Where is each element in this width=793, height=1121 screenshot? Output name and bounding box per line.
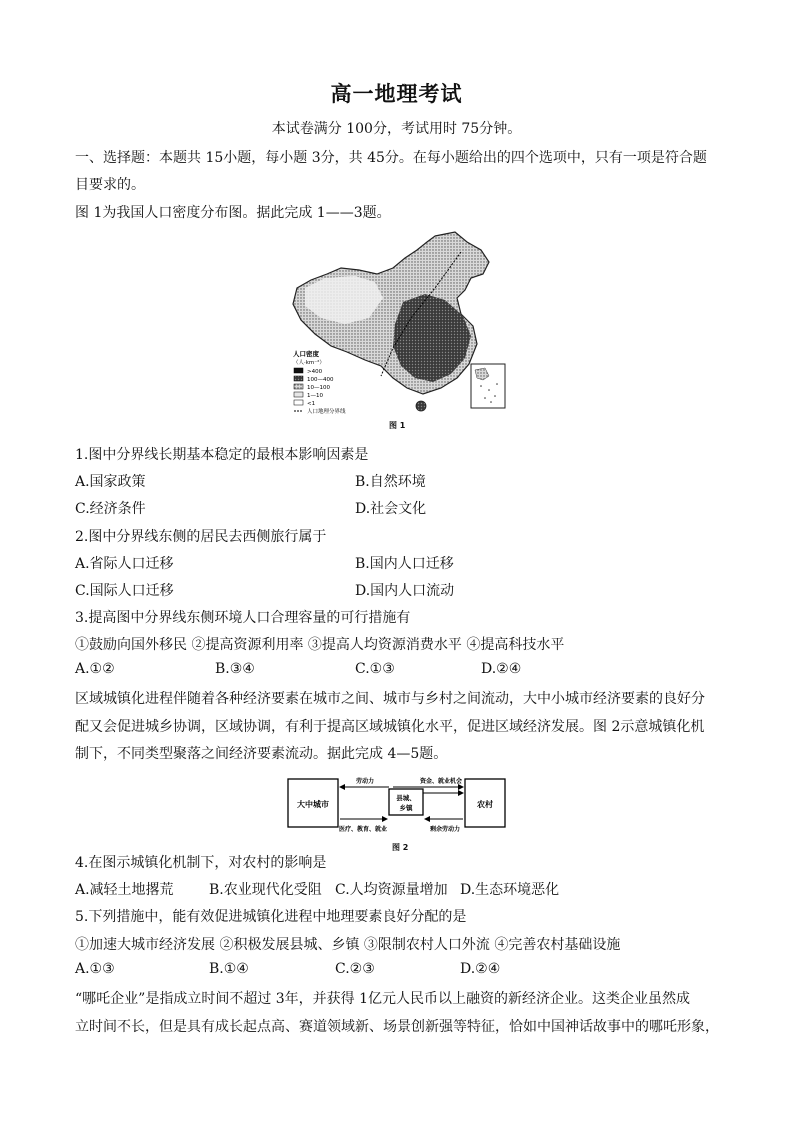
q5-option-a: A.①③ bbox=[75, 961, 115, 977]
q5-option-c: C.②③ bbox=[335, 961, 375, 977]
countryside-label: 农村 bbox=[477, 800, 493, 809]
q5-stem: 5.下列措施中，能有效促进城镇化进程中地理要素良好分配的是 bbox=[75, 909, 467, 925]
q1-option-c: C.经济条件 bbox=[75, 501, 146, 517]
passage2-line1: 区域城镇化进程伴随着各种经济要素在城市之间、城市与乡村之间流动，大中小城市经济要素的良好分 bbox=[75, 691, 705, 707]
flow-capital-label: 资金、就业机会 bbox=[419, 778, 463, 785]
q1-stem: 1.图中分界线长期基本稳定的最根本影响因素是 bbox=[75, 447, 369, 463]
legend-unit: （人·km⁻²） bbox=[293, 360, 325, 366]
q4-option-c: C.人均资源量增加 bbox=[335, 882, 448, 898]
q3-items: ①鼓励向国外移民 ②提高资源利用率 ③提高人均资源消费水平 ④提高科技水平 bbox=[75, 637, 565, 653]
q5-option-b: B.①④ bbox=[209, 961, 249, 977]
q4-stem: 4.在图示城镇化机制下，对农村的影响是 bbox=[75, 855, 327, 871]
hainan-island bbox=[416, 401, 426, 411]
q3-option-b: B.③④ bbox=[215, 661, 255, 677]
legend-item-line: 人口地理分界线 bbox=[307, 409, 346, 415]
legend-item-3: 10—100 bbox=[307, 385, 330, 391]
figure2-caption: 图 2 bbox=[392, 843, 409, 852]
q5-items: ①加速大城市经济发展 ②积极发展县城、乡镇 ③限制农村人口外流 ④完善农村基础设施 bbox=[75, 937, 621, 953]
q4-option-b: B.农业现代化受阻 bbox=[209, 882, 322, 898]
figure1-intro: 图 1为我国人口密度分布图。据此完成 1——3题。 bbox=[75, 205, 391, 221]
legend-item-2: 100—400 bbox=[307, 377, 334, 383]
q3-option-c: C.①③ bbox=[355, 661, 395, 677]
urbanization-flow-diagram bbox=[285, 773, 507, 839]
q1-option-b: B.自然环境 bbox=[355, 474, 426, 490]
q4-option-a: A.减轻土地撂荒 bbox=[75, 882, 174, 898]
q2-option-d: D.国内人口流动 bbox=[355, 583, 455, 599]
flow-labor-label: 劳动力 bbox=[355, 778, 375, 785]
passage3-line1: “哪吒企业”是指成立时间不超过 3年，并获得 1亿元人民币以上融资的新经济企业。这类企业虽然成 bbox=[75, 991, 691, 1007]
exam-title: 高一地理考试 bbox=[330, 82, 463, 106]
q2-stem: 2.图中分界线东侧的居民去西侧旅行属于 bbox=[75, 529, 327, 545]
q4-option-d: D.生态环境恶化 bbox=[460, 882, 560, 898]
figure1-caption: 图 1 bbox=[389, 421, 406, 430]
section-instructions-line2: 目要求的。 bbox=[75, 177, 145, 193]
q2-option-b: B.国内人口迁移 bbox=[355, 556, 454, 572]
q2-option-c: C.国际人口迁移 bbox=[75, 583, 174, 599]
q1-option-d: D.社会文化 bbox=[355, 501, 427, 517]
county-town-label-line1: 县城、 bbox=[396, 794, 416, 802]
passage2-line3: 制下，不同类型聚落之间经济要素流动。据此完成 4—5题。 bbox=[75, 746, 448, 762]
legend-title: 人口密度 bbox=[293, 350, 319, 358]
q2-option-a: A.省际人口迁移 bbox=[75, 556, 174, 572]
q3-option-d: D.②④ bbox=[481, 661, 522, 677]
q5-option-d: D.②④ bbox=[460, 961, 501, 977]
q3-option-a: A.①② bbox=[75, 661, 115, 677]
passage2-line2: 配又会促进城乡协调，区域协调，有利于提高区域城镇化水平，促进区域经济发展。图 2示意城镇化机 bbox=[75, 719, 705, 735]
exam-subtitle: 本试卷满分 100分，考试用时 75分钟。 bbox=[271, 121, 522, 137]
q3-stem: 3.提高图中分界线东侧环境人口合理容量的可行措施有 bbox=[75, 610, 411, 626]
section-instructions-line1: 一、选择题：本题共 15小题，每小题 3分，共 45分。在每小题给出的四个选项中，只有一项是符合题 bbox=[75, 150, 707, 166]
county-town-label-line2: 乡镇 bbox=[399, 804, 413, 812]
flow-services-label: 医疗、教育、就业 bbox=[338, 826, 388, 833]
population-density-map bbox=[285, 228, 515, 420]
passage3-line2: 立时间不长，但是具有成长起点高、赛道领域新、场景创新强等特征，恰如中国神话故事中的哪吒形象， bbox=[75, 1019, 719, 1035]
legend-item-1: >400 bbox=[307, 369, 323, 375]
big-city-label: 大中城市 bbox=[297, 800, 329, 809]
legend-item-4: 1—10 bbox=[307, 393, 323, 399]
flow-surplus-labor-label: 剩余劳动力 bbox=[429, 826, 461, 833]
map-legend bbox=[293, 349, 346, 415]
q1-option-a: A.国家政策 bbox=[75, 474, 146, 490]
legend-item-5: <1 bbox=[307, 401, 316, 407]
